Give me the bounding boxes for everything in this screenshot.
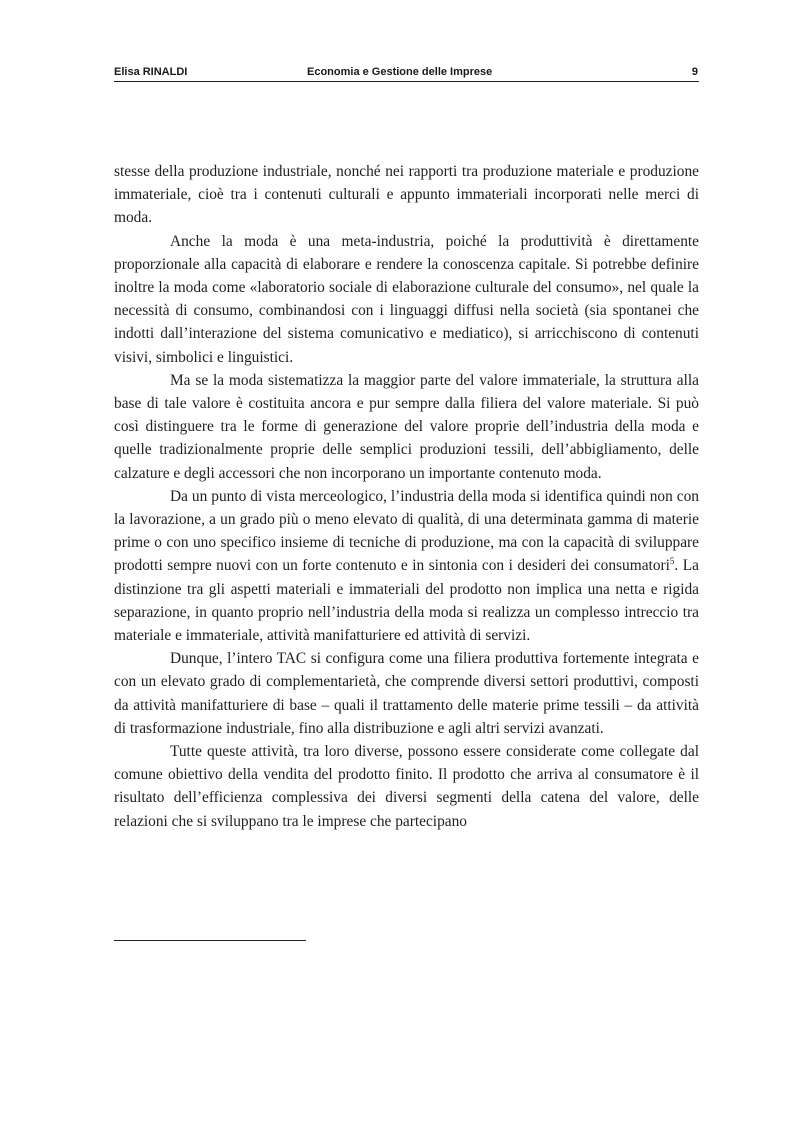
header-author: Elisa RINALDI bbox=[114, 66, 188, 78]
footnote-ref-5[interactable]: 5 bbox=[669, 556, 675, 567]
paragraph-4 bbox=[114, 485, 699, 647]
page-number: 9 bbox=[691, 66, 698, 78]
paragraph-4-text-before: Da un punto di vista merceologico, l’industria della moda si identifica quindi non con la lavorazione, a un grado più o meno elevato di qualità, di una determinata gamma di materie prime o con uno specifico insieme di tecniche di produzione, ma con la capacità di sviluppare prodotti sempre nuovi con un forte contenuto e in sintonia con i desideri dei consumatori bbox=[114, 487, 699, 575]
paragraph-2: Anche la moda è una meta-industria, poiché la produttività è direttamente proporzionale alla capacità di elaborare e rendere la conoscenza capitale. Si potrebbe definire inoltre la moda come «laboratorio sociale di elaborazione culturale del consumo», nel quale la necessità di consumo, combinandosi con i linguaggi diffusi nella società (sia spontanei che indotti dall’interazione del sistema comunicativo e mediatico), si arricchiscono di contenuti visivi, simbolici e linguistici. bbox=[114, 232, 699, 366]
paragraph-1: stesse della produzione industriale, nonché nei rapporti tra produzione materiale e produzione immateriale, cioè tra i contenuti culturali e appunto immateriali incorporati nelle merci di moda. bbox=[114, 163, 699, 227]
paragraph-6: Tutte queste attività, tra loro diverse, possono essere considerate come collegate dal comune obiettivo della vendita del prodotto finito. Il prodotto che arriva al consumatore è il risultato dell’efficienza complessiva dei diversi segmenti della catena del valore, delle relazioni che si sviluppano tra le imprese che partecipano bbox=[114, 743, 699, 830]
paragraph-4-text-after: . La distinzione tra gli aspetti materiali e immateriali del prodotto non implica una netta e rigida separazione, in quanto proprio nell’industria della moda si realizza un complesso intreccio tra materiale e immateriale, attività manifatturiere ed attività di servizi. bbox=[114, 557, 699, 645]
footnote-separator bbox=[114, 940, 306, 941]
paragraph-5: Dunque, l’intero TAC si configura come una filiera produttiva fortemente integrata e con un elevato grado di complementarietà, che comprende diversi settori produttivi, composti da attività manifatturiere di base – quali il trattamento delle materie prime tessili – da attività di trasformazione industriale, fino alla distribuzione e agli altri servizi avanzati. bbox=[114, 650, 699, 737]
page-header bbox=[114, 64, 699, 82]
paragraph-3: Ma se la moda sistematizza la maggior parte del valore immateriale, la struttura alla base di tale valore è costituita ancora e pur sempre dalla filiera del valore materiale. Si può così distinguere tra le forme di generazione del valore proprie dell’industria della moda e quelle tradizionalmente proprie delle semplici produzioni tessili, dell’abbigliamento, delle calzature e degli accessori che non incorporano un importante contenuto moda. bbox=[114, 371, 699, 482]
header-title: Economia e Gestione delle Imprese bbox=[307, 66, 493, 78]
body-text bbox=[114, 160, 699, 833]
